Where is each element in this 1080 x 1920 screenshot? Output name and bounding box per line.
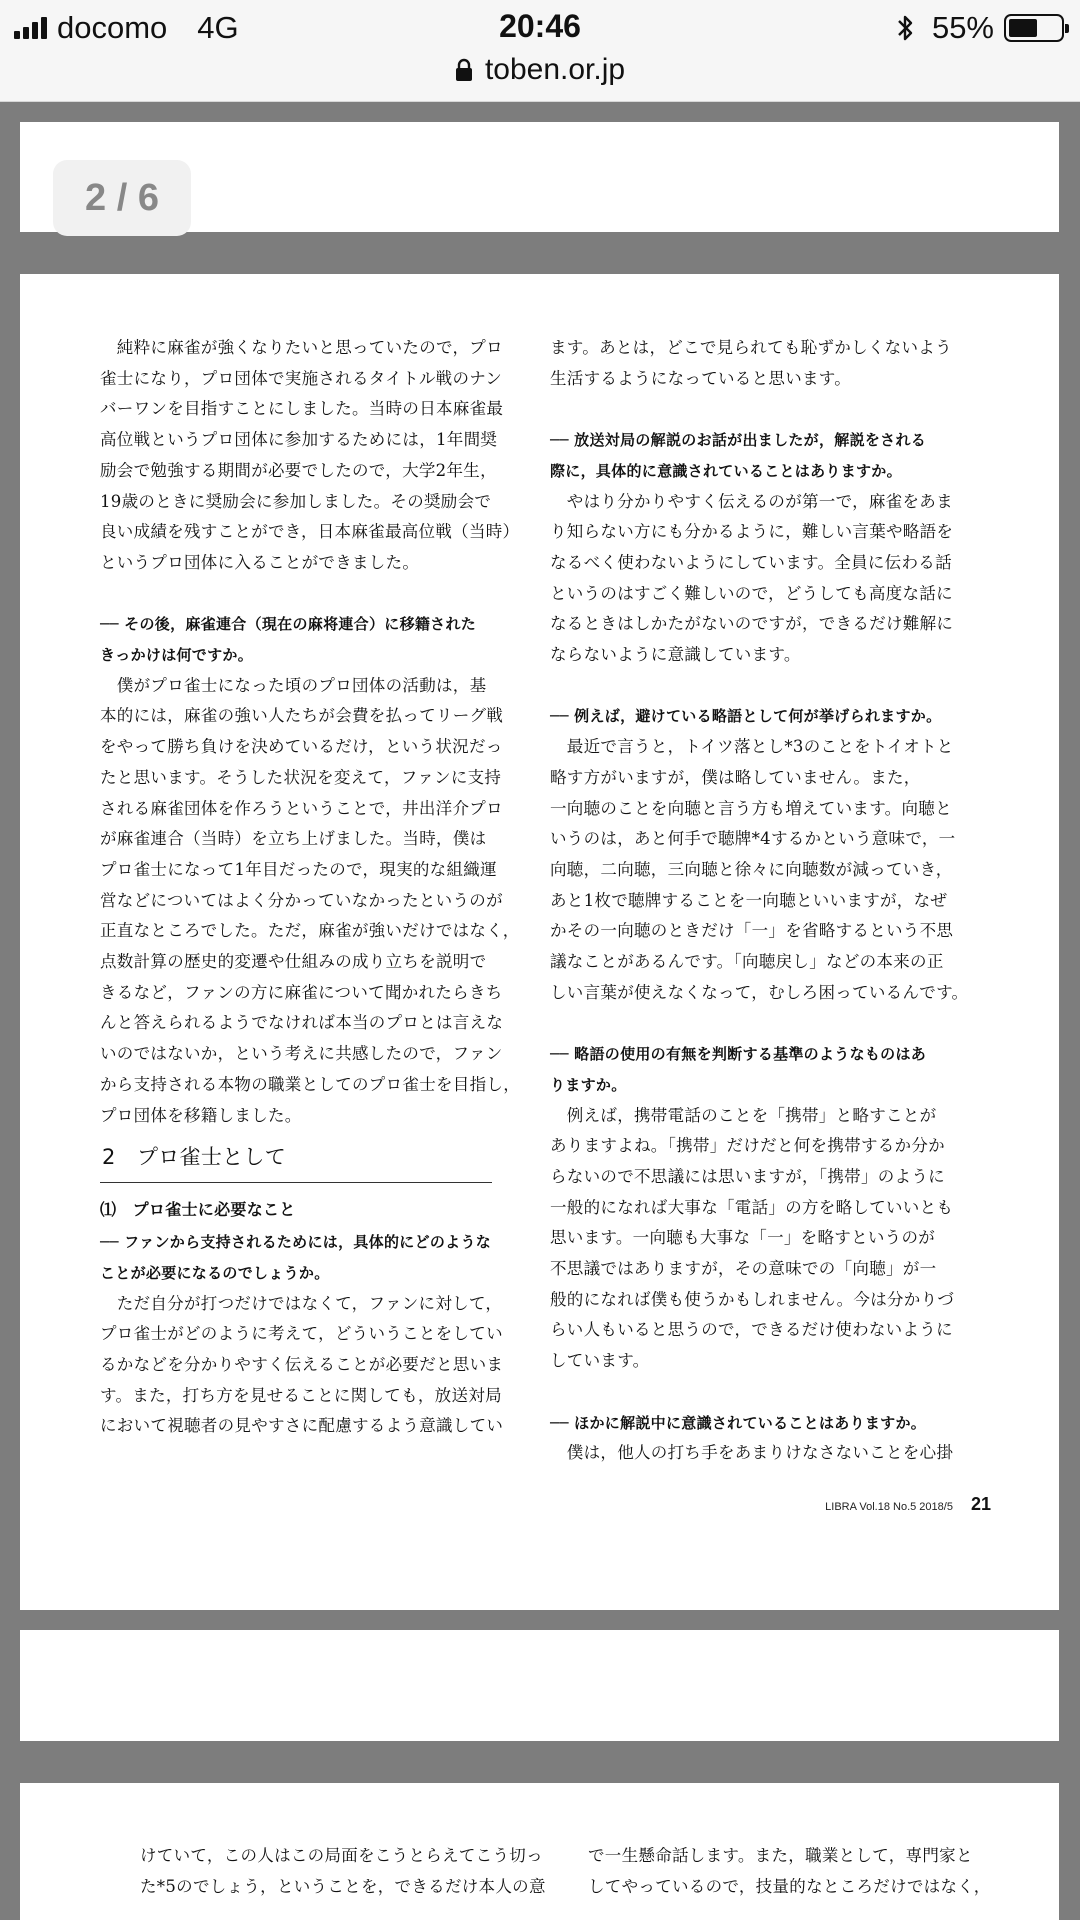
interview-question-line: ── ファンから支持されるためには，具体的にどのような <box>100 1233 492 1252</box>
interview-question-line: ── ほかに解説中に意識されていることはありますか。 <box>550 1413 927 1432</box>
paragraph-gap <box>550 671 942 702</box>
text-line: らないので不思議には思いますが，「携帯」のように <box>550 1166 945 1186</box>
left-column <box>100 333 520 1442</box>
text-line: なるときはしかたがないのですが，できるだけ難解に <box>550 614 954 634</box>
text-line: たと思います。そうした状況を変えて，ファンに支持 <box>100 767 502 787</box>
bluetooth-icon <box>896 13 914 43</box>
interview-question-line: ── 放送対局の解説のお話が出ましたが，解説をされる <box>550 431 927 450</box>
text-line: プロ団体を移籍しました。 <box>100 1105 302 1125</box>
status-left <box>14 10 239 46</box>
journal-info: LIBRA Vol.18 No.5 2018/5 <box>825 1501 953 1513</box>
text-line: 般的になれば僕も使うかもしれません。今は分かりづ <box>550 1289 955 1309</box>
page2-right-column <box>588 1841 991 1902</box>
status-bar <box>0 0 1080 102</box>
text-line: バーワンを目指すことにしました。当時の日本麻雀最 <box>100 399 504 419</box>
interview-question-line: きっかけは何ですか。 <box>100 646 254 665</box>
text-line: 最近で言うと，トイツ落とし*3のことをトイオトと <box>550 737 954 757</box>
page-indicator: 2 / 6 <box>53 160 191 236</box>
text-line: なるべく使わないようにしています。全員に伝わる話 <box>550 552 952 572</box>
text-line: から支持される本物の職業としてのプロ雀士を目指し， <box>100 1074 520 1094</box>
text-line: 議なことがあるんです。「向聴戻し」などの本来の正 <box>550 952 944 972</box>
address-bar[interactable] <box>0 50 1080 90</box>
interview-question-line: ことが必要になるのでしょうか。 <box>100 1263 330 1282</box>
paragraph-gap <box>550 1377 942 1408</box>
text-line: けていて，この人はこの局面をこうとらえてこう切っ <box>140 1846 543 1865</box>
text-line: というのはすごく難しいので，どうしても高度な話に <box>550 583 953 603</box>
lock-icon <box>455 58 473 82</box>
text-line: をやって勝ち負けを決めているだけ，という状況だっ <box>100 737 503 757</box>
text-line: 向聴，二向聴，三向聴と徐々に向聴数が減っていき， <box>550 859 953 879</box>
text-line: というプロ団体に入ることができました。 <box>100 552 420 572</box>
text-line: かその一向聴のときだけ「一」を省略するという不思 <box>550 921 954 941</box>
text-line: してやっているので，技量的なところだけではなく， <box>588 1876 991 1896</box>
text-line: 不思議ではありますが，その意味での「向聴」が一 <box>550 1259 937 1279</box>
text-line: しています。 <box>550 1351 650 1371</box>
text-line: 一般的になれば大事な「電話」の方を略していいとも <box>550 1197 954 1217</box>
text-line: 思います。一向聴も大事な「一」を略すというのが <box>550 1228 936 1248</box>
interview-question-line: ── 略語の使用の有無を判断する基準のようなものはあ <box>550 1045 927 1064</box>
text-line: において視聴者の見やすさに配慮するよう意識してい <box>100 1416 504 1436</box>
text-line: プロ雀士になって1年目だったので，現実的な組織運 <box>100 859 497 879</box>
status-right <box>896 10 1064 46</box>
text-line: が麻雀連合（当時）を立ち上げました。当時，僕は <box>100 829 487 849</box>
interview-question-line: ── 例えば，避けている略語として何が挙げられますか。 <box>550 707 942 726</box>
text-line: す。また，打ち方を見せることに関しても，放送対局 <box>100 1385 502 1405</box>
text-line: やはり分かりやすく伝えるのが第一で，麻雀をあま <box>550 491 953 511</box>
page-footer <box>825 1494 991 1515</box>
clock: 20:46 <box>499 8 581 44</box>
text-line: きるなど，ファンの方に麻雀について聞かれたらきち <box>100 982 503 1002</box>
subsection-heading: ⑴ プロ雀士に必要なこと <box>100 1200 296 1220</box>
battery-cap <box>1065 24 1069 33</box>
pdf-page-22 <box>20 1783 1059 1920</box>
text-line: いうのは，あと何手で聴牌*4するかという意味で，一 <box>550 829 956 849</box>
pdf-page-21 <box>20 274 1059 1610</box>
text-line: り知らない方にも分かるように，難しい言葉や略語を <box>550 522 954 542</box>
battery-level <box>1009 19 1037 37</box>
text-line: ありますよね。「携帯」だけだと何を携帯するか分か <box>550 1136 945 1156</box>
text-line: ただ自分が打つだけではなくて，ファンに対して， <box>100 1293 503 1313</box>
text-line: 正直なところでした。ただ，麻雀が強いだけではなく， <box>100 921 520 941</box>
page-number: 21 <box>970 1494 991 1514</box>
url-text[interactable]: toben.or.jp <box>484 53 626 86</box>
text-line: あと1枚で聴牌することを一向聴といいますが，なぜ <box>550 890 948 910</box>
text-line: 純粋に麻雀が強くなりたいと思っていたので，プロ <box>100 338 503 357</box>
text-line: ならないように意識しています。 <box>550 645 801 665</box>
network-type: 4G <box>197 10 239 45</box>
battery-percent: 55% <box>931 10 994 45</box>
page-22-top-strip <box>20 1630 1059 1741</box>
text-line: 一向聴のことを向聴と言う方も増えています。向聴と <box>550 798 952 818</box>
text-line: 19歳のときに奨励会に参加しました。その奨励会で <box>100 491 492 511</box>
text-line: らい人もいると思うので，できるだけ使わないように <box>550 1320 953 1340</box>
text-line: るかなどを分かりやすく伝えることが必要だと思いま <box>100 1355 504 1375</box>
signal-icon <box>14 17 47 39</box>
text-line: 生活するようになっていると思います。 <box>550 368 852 388</box>
interview-question-line: 際に，具体的に意識されていることはありますか。 <box>550 461 902 480</box>
text-line: 例えば，携帯電話のことを「携帯」と略すことが <box>550 1105 937 1125</box>
text-line: 僕は，他人の打ち手をあまりけなさないことを心掛 <box>550 1443 954 1463</box>
text-line: 本的には，麻雀の強い人たちが会費を払ってリーグ戦 <box>100 706 504 726</box>
text-line: される麻雀団体を作ろうということで，井出洋介プロ <box>100 798 503 818</box>
text-line: た*5のでしょう，ということを，できるだけ本人の意 <box>140 1876 546 1896</box>
text-line: プロ雀士がどのように考えて，どういうことをしてい <box>100 1324 503 1344</box>
text-line: 良い成績を残すことができ，日本麻雀最高位戦（当時） <box>100 522 520 542</box>
text-line: 略す方がいますが，僕は略していません。また， <box>550 767 921 787</box>
page2-left-column <box>140 1841 546 1902</box>
carrier-name: docomo <box>57 10 168 45</box>
text-line: 営などについてはよく分かっていなかったというのが <box>100 890 503 910</box>
text-line: んと答えられるようでなければ本当のプロとは言えな <box>100 1013 504 1033</box>
text-line: 点数計算の歴史的変遷や仕組みの成り立ちを説明で <box>100 952 487 972</box>
paragraph-gap <box>550 1008 942 1039</box>
right-column <box>550 333 969 1469</box>
text-line: で一生懸命話します。また，職業として，専門家と <box>588 1846 973 1865</box>
battery-icon <box>1004 14 1064 42</box>
text-line: しい言葉が使えなくなって，むしろ困っているんです。 <box>550 982 969 1002</box>
pdf-viewer[interactable] <box>0 103 1080 1920</box>
interview-question-line: ── その後，麻雀連合（現在の麻将連合）に移籍された <box>100 615 477 634</box>
paragraph-gap <box>100 579 492 610</box>
text-line: 励会で勉強する期間が必要でしたので，大学2年生， <box>100 460 497 480</box>
paragraph-gap <box>550 394 942 425</box>
text-line: いのではないか，という考えに共感したので，ファン <box>100 1044 503 1064</box>
section-heading: 2 プロ雀士として <box>100 1137 492 1183</box>
interview-question-line: りますか。 <box>550 1075 627 1094</box>
text-line: ます。あとは，どこで見られても恥ずかしくないよう <box>550 338 952 357</box>
text-line: 雀士になり，プロ団体で実施されるタイトル戦のナン <box>100 368 503 388</box>
text-line: 高位戦というプロ団体に参加するためには，1年間奨 <box>100 430 498 450</box>
text-line: 僕がプロ雀士になった頃のプロ団体の活動は，基 <box>100 675 487 695</box>
